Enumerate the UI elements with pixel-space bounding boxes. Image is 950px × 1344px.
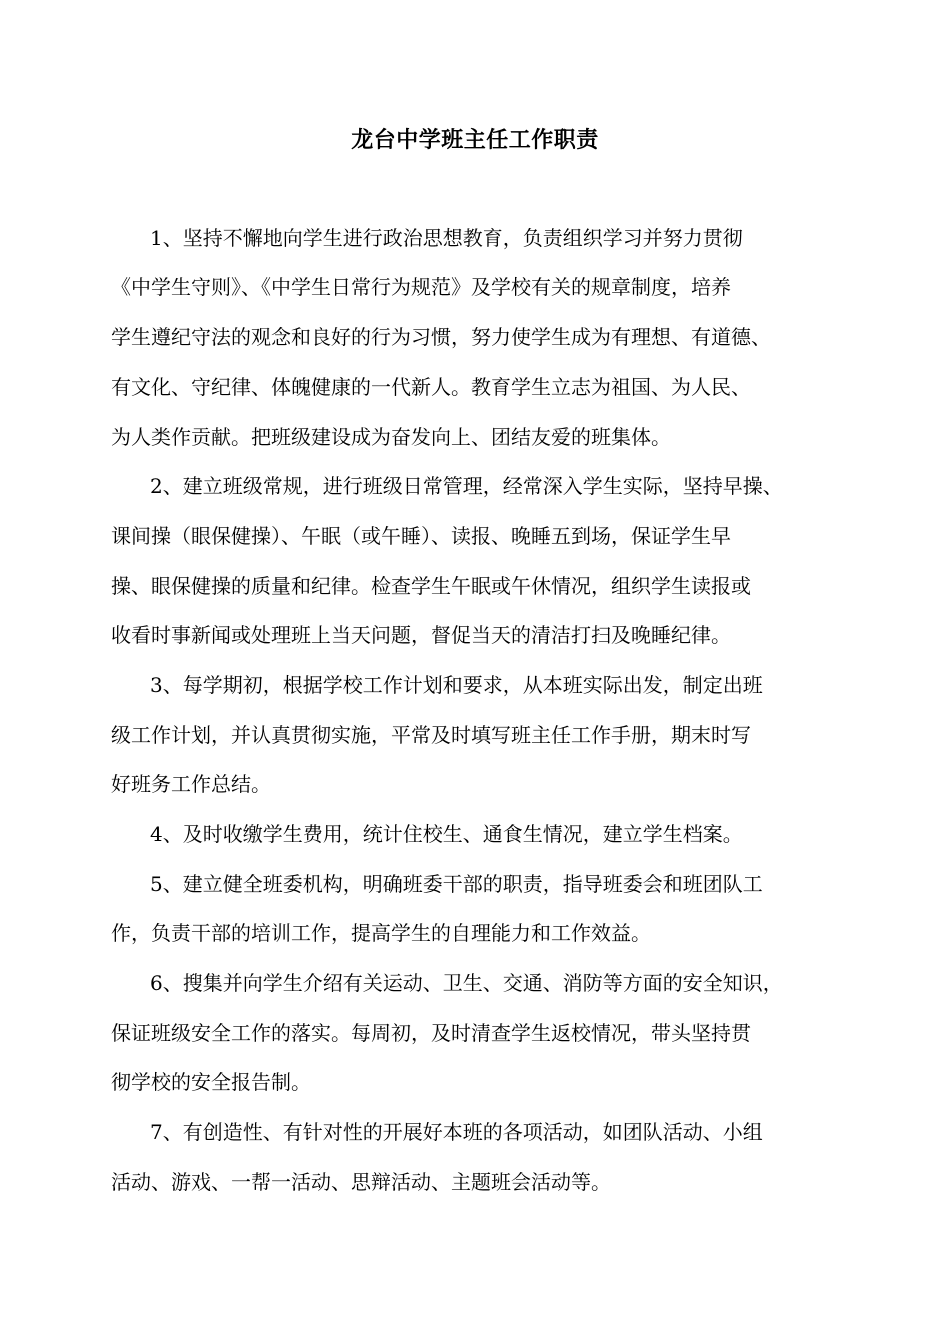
text-line: 《中学生守则》、《中学生日常行为规范》及学校有关的规章制度，培养 [111,275,731,299]
text-line: 收看时事新闻或处理班上当天问题，督促当天的清洁打扫及晚睡纪律。 [111,623,731,647]
text-line: 有文化、守纪律、体魄健康的一代新人。教育学生立志为祖国、为人民、 [111,375,751,399]
text-line: 活动、游戏、一帮一活动、思辩活动、主题班会活动等。 [111,1170,611,1194]
page-title: 龙台中学班主任工作职责 [351,127,599,153]
text-line: 1、坚持不懈地向学生进行政治思想教育，负责组织学习并努力贯彻 [150,226,743,250]
text-line: 6、搜集并向学生介绍有关运动、卫生、交通、消防等方面的安全知识， [150,971,783,995]
text-line: 4、及时收缴学生费用，统计住校生、通食生情况，建立学生档案。 [150,822,743,846]
text-line: 级工作计划，并认真贯彻实施，平常及时填写班主任工作手册，期末时写 [111,723,751,747]
text-line: 操、眼保健操的质量和纪律。检查学生午眠或午休情况，组织学生读报或 [111,574,751,598]
text-line: 学生遵纪守法的观念和良好的行为习惯，努力使学生成为有理想、有道德、 [111,325,771,349]
text-line: 保证班级安全工作的落实。每周初，及时清查学生返校情况，带头坚持贯 [111,1021,751,1045]
text-line: 作，负责干部的培训工作，提高学生的自理能力和工作效益。 [111,921,651,945]
text-line: 彻学校的安全报告制。 [111,1070,311,1094]
text-line: 7、有创造性、有针对性的开展好本班的各项活动，如团队活动、小组 [150,1120,763,1144]
text-line: 5、建立健全班委机构，明确班委干部的职责，指导班委会和班团队工 [150,872,763,896]
text-line: 为人类作贡献。把班级建设成为奋发向上、团结友爱的班集体。 [111,425,671,449]
text-line: 3、每学期初，根据学校工作计划和要求，从本班实际出发，制定出班 [150,673,763,697]
text-line: 课间操（眼保健操）、午眠（或午睡）、读报、晚睡五到场，保证学生早 [111,524,731,548]
text-line: 好班务工作总结。 [111,772,271,796]
text-line: 2、建立班级常规，进行班级日常管理，经常深入学生实际，坚持早操、 [150,474,783,498]
